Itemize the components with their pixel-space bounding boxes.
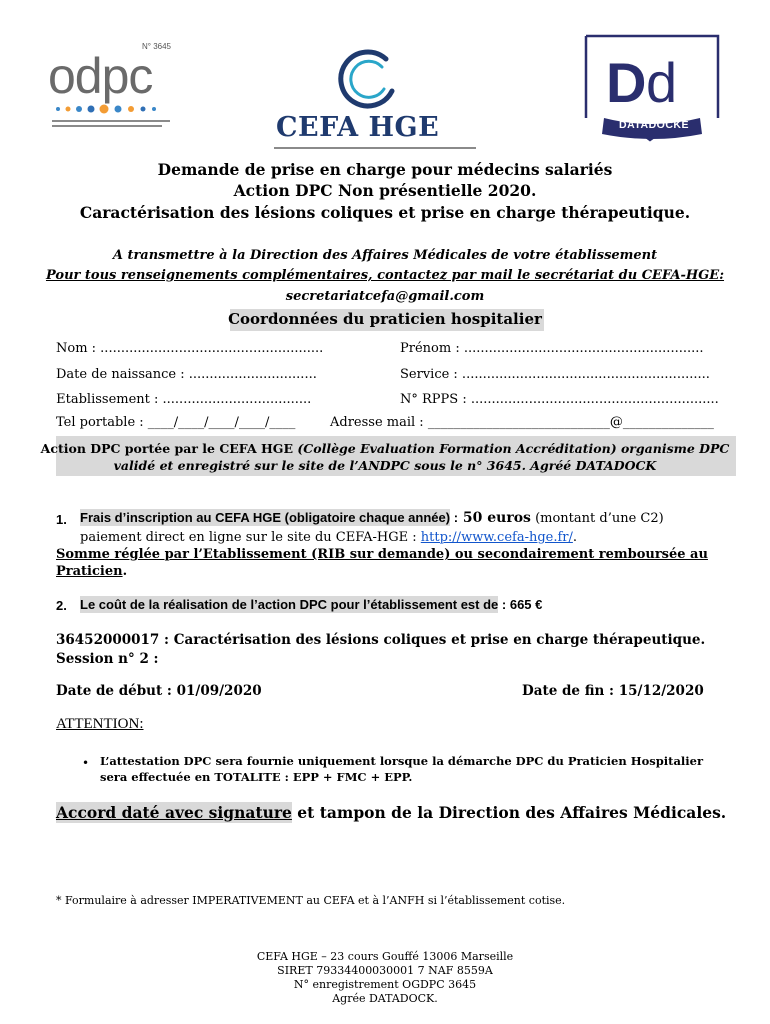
- svg-text:D: D: [606, 51, 647, 114]
- accord-line: [56, 803, 726, 822]
- attention-line-2: sera effectuée en TOTALITE : EPP + FMC + EPP.: [100, 770, 413, 784]
- end-date: Date de fin : 15/12/2020: [522, 683, 704, 699]
- title-line-3: Caractérisation des lésions coliques et prise en charge thérapeutique.: [79, 203, 691, 222]
- cefa-wordmark: CEFA HGE: [276, 112, 440, 143]
- odpc-logo: [44, 42, 176, 137]
- item1-number: 1.: [56, 512, 67, 527]
- datadock-logo: [584, 34, 720, 146]
- odpc-tagline: [52, 120, 170, 127]
- rpps-field[interactable]: N° RPPS : ............................................................: [400, 392, 719, 407]
- mail-field[interactable]: Adresse mail : ____________________________@______________: [330, 415, 714, 430]
- accord-highlight: Accord daté avec signature: [56, 803, 292, 822]
- action-italic: (Collège Evaluation Formation Accréditation) organisme DPC: [297, 441, 730, 456]
- item2-number: 2.: [56, 598, 67, 613]
- footer-datadock: Agrée DATADOCK.: [332, 992, 438, 1005]
- footer-siret: SIRET 79334400030001 7 NAF 8559A: [277, 964, 493, 977]
- footer-ogdpc: N° enregistrement OGDPC 3645: [293, 978, 477, 991]
- svg-text:d: d: [646, 51, 678, 114]
- odpc-number: N° 3645: [142, 42, 171, 51]
- cefa-tagline: [274, 147, 476, 149]
- item1-colon: :: [450, 510, 459, 525]
- item1-line-4: [56, 564, 127, 579]
- cefa-swirl-icon: [334, 45, 404, 117]
- prenom-field[interactable]: Prénom : ..........................................................: [400, 341, 704, 356]
- contact-line: Pour tous renseignements complémentaires, contactez par mail le secrétariat du CEFA-HGE:: [45, 268, 725, 283]
- nom-field[interactable]: Nom : ......................................................: [56, 341, 324, 356]
- item2-line: [80, 597, 542, 612]
- tel-field[interactable]: Tel portable : ____/____/____/____/____: [56, 415, 296, 430]
- title-line-2: Action DPC Non présentielle 2020.: [233, 181, 537, 200]
- item1-label: Frais d’inscription au CEFA HGE (obligatoire chaque année): [80, 510, 451, 525]
- program-line-1: 36452000017 : Caractérisation des lésions coliques et prise en charge thérapeutique.: [56, 632, 706, 648]
- transmit-line: A transmettre à la Direction des Affaires Médicales de votre établissement: [112, 248, 658, 263]
- item1-line-1: [80, 510, 664, 526]
- cefa-logo: [260, 40, 490, 155]
- item1-line-3: Somme réglée par l’Etablissement (RIB sur demande) ou secondairement remboursée au: [56, 547, 708, 562]
- item1-payment-text: paiement direct en ligne sur le site du CEFA-HGE :: [80, 530, 421, 545]
- item2-label: Le coût de la réalisation de l’action DPC pour l’établissement est de: [80, 597, 499, 612]
- etablissement-field[interactable]: Etablissement : ....................................: [52, 392, 312, 407]
- bullet-icon: •: [82, 756, 90, 770]
- item1-line4-end: .: [122, 564, 128, 579]
- datadock-label: DATADOCKÉ: [618, 119, 690, 131]
- item1-line2-end: .: [572, 530, 578, 545]
- attention-title: ATTENTION:: [56, 716, 144, 732]
- naissance-field[interactable]: Date de naissance : ...............................: [56, 367, 317, 382]
- title-line-1: Demande de prise en charge pour médecins salariés: [157, 160, 613, 179]
- section-title: Coordonnées du praticien hospitalier: [228, 310, 542, 328]
- attention-line-1: L’attestation DPC sera fournie uniquement lorsque la démarche DPC du Praticien Hospitalier: [100, 754, 704, 768]
- item1-amount: 50 euros: [458, 510, 531, 526]
- item2-amount: 665 €: [506, 597, 543, 612]
- action-line-1: [0, 441, 770, 456]
- footer-address: CEFA HGE – 23 cours Gouffé 13006 Marseille: [256, 950, 514, 963]
- item1-line-2: [80, 530, 577, 545]
- odpc-dots: [48, 102, 178, 116]
- service-field[interactable]: Service : ............................................................: [400, 367, 710, 382]
- cefa-website-link[interactable]: http://www.cefa-hge.fr/: [420, 530, 573, 545]
- odpc-wordmark: odpc: [48, 48, 153, 104]
- item1-rest: (montant d’une C2): [530, 511, 664, 526]
- contact-email[interactable]: secretariatcefa@gmail.com: [285, 289, 485, 304]
- action-bold: Action DPC portée par le CEFA HGE: [40, 441, 298, 456]
- item2-colon: :: [498, 597, 507, 612]
- start-date: Date de début : 01/09/2020: [56, 683, 262, 699]
- program-line-2: Session n° 2 :: [56, 651, 159, 667]
- item1-praticien: Praticien: [56, 564, 123, 579]
- action-line-2: validé et enregistré sur le site de l’ANDPC sous le n° 3645. Agréé DATADOCK: [113, 458, 657, 473]
- footnote: * Formulaire à adresser IMPERATIVEMENT au CEFA et à l’ANFH si l’établissement cotise.: [56, 894, 566, 907]
- accord-rest: et tampon de la Direction des Affaires Médicales.: [291, 803, 727, 822]
